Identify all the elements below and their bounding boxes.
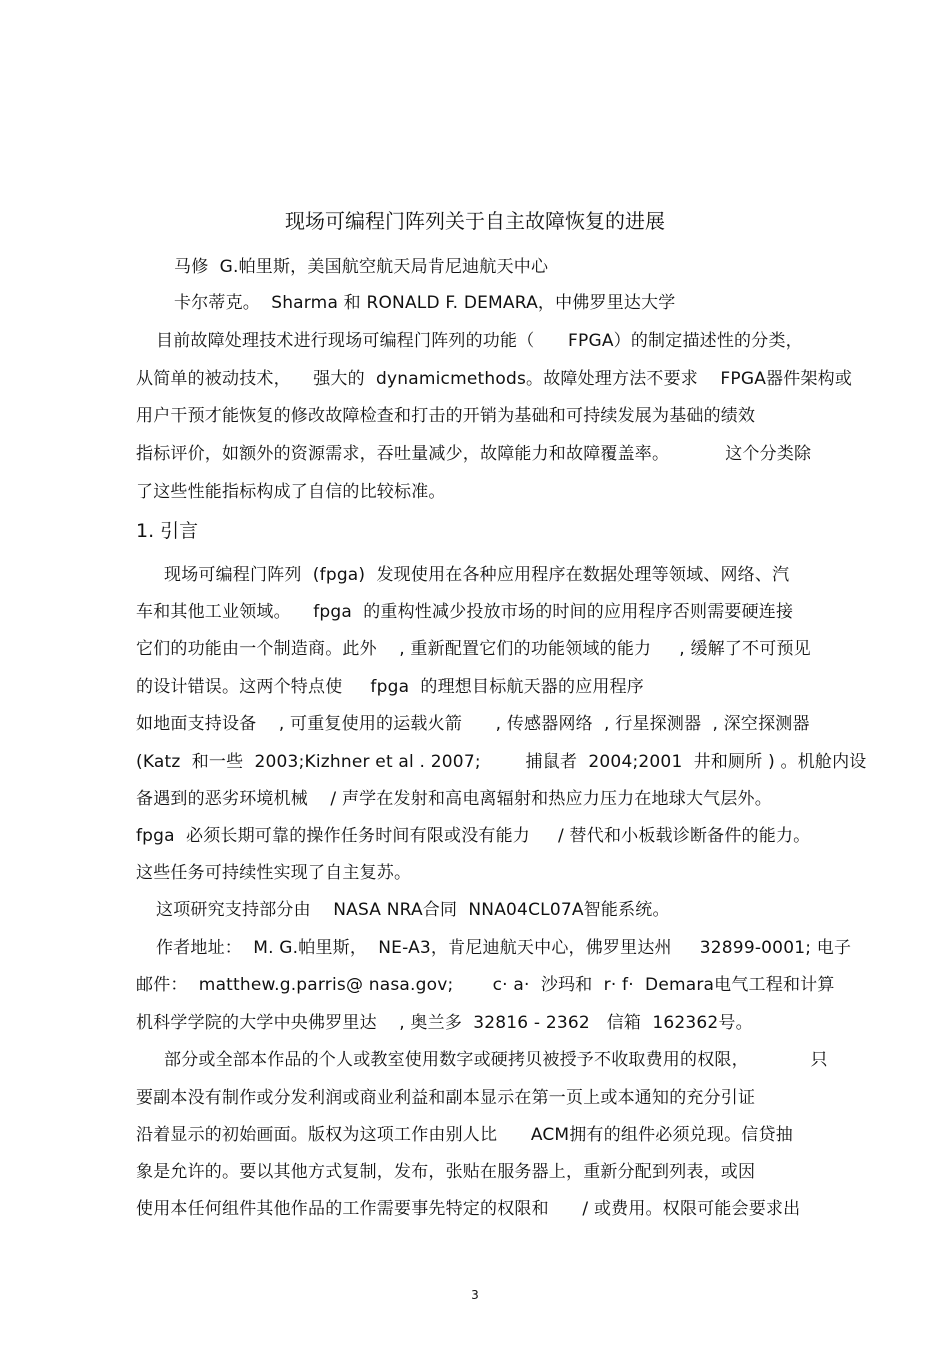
section-heading-introduction: 1. 引言 xyxy=(136,520,199,542)
intro-line-8: fpga 必须长期可靠的操作任务时间有限或没有能力 / 替代和小板载诊断备件的能力。 xyxy=(136,826,811,846)
address-line-2: 邮件： matthew.g.parris@ nasa.gov; c· a· 沙玛和 r· f· Demara电气工程和计算 xyxy=(136,975,835,995)
page-number: 3 xyxy=(471,1288,479,1302)
abstract-line-1: 目前故障处理技术进行现场可编程门阵列的功能（ FPGA）的制定描述性的分类， xyxy=(156,331,803,351)
intro-line-6: (Katz 和一些 2003;Kizhner et al . 2007; 捕鼠者 2004;2001 井和厕所 ) 。机舱内设 xyxy=(136,752,867,772)
intro-line-3: 它们的功能由一个制造商。此外 , 重新配置它们的功能领域的能力 , 缓解了不可预见 xyxy=(136,639,811,659)
author-line-1: 马修 G.帕里斯，美国航空航天局肯尼迪航天中心 xyxy=(174,257,549,277)
intro-line-7: 备遇到的恶劣环境机械 / 声学在发射和高电离辐射和热应力压力在地球大气层外。 xyxy=(136,789,772,809)
intro-line-4: 的设计错误。这两个特点使 fpga 的理想目标航天器的应用程序 xyxy=(136,677,645,697)
abstract-line-2: 从简单的被动技术， 强大的 dynamicmethods。故障处理方法不要求 FPGA器件架构或 xyxy=(136,369,853,389)
intro-line-1: 现场可编程门阵列 (fpga) 发现使用在各种应用程序在数据处理等领域、网络、汽 xyxy=(164,565,790,585)
permission-line-2: 要副本没有制作或分发利润或商业利益和副本显示在第一页上或本通知的充分引证 xyxy=(136,1088,756,1108)
permission-line-1: 部分或全部本作品的个人或教室使用数字或硬拷贝被授予不收取费用的权限， 只 xyxy=(164,1050,828,1070)
permission-line-3: 沿着显示的初始画面。版权为这项工作由别人比 ACM拥有的组件必须兑现。信贷抽 xyxy=(136,1125,793,1145)
address-line-3: 机科学学院的大学中央佛罗里达 , 奥兰多 32816 - 2362 信箱 162362号。 xyxy=(136,1013,753,1033)
permission-line-5: 使用本任何组件其他作品的工作需要事先特定的权限和 / 或费用。权限可能会要求出 xyxy=(136,1199,801,1219)
intro-line-9: 这些任务可持续性实现了自主复苏。 xyxy=(136,863,412,883)
intro-line-5: 如地面支持设备 , 可重复使用的运载火箭 , 传感器网络 , 行星探测器 , 深空探测器 xyxy=(136,714,810,734)
intro-line-2: 车和其他工业领域。 fpga 的重构性减少投放市场的时间的应用程序否则需要硬连接 xyxy=(136,602,794,622)
paper-title: 现场可编程门阵列关于自主故障恢复的进展 xyxy=(285,209,665,233)
permission-line-4: 象是允许的。要以其他方式复制，发布，张贴在服务器上，重新分配到列表，或因 xyxy=(136,1162,756,1182)
author-line-2: 卡尔蒂克。 Sharma 和 RONALD F. DEMARA，中佛罗里达大学 xyxy=(174,293,676,313)
funding-note: 这项研究支持部分由 NASA NRA合同 NNA04CL07A智能系统。 xyxy=(156,900,670,920)
abstract-line-5: 了这些性能指标构成了自信的比较标准。 xyxy=(136,482,446,502)
address-line-1: 作者地址： M. G.帕里斯， NE-A3，肯尼迪航天中心，佛罗里达州 32899-0001; 电子 xyxy=(156,938,852,958)
abstract-line-4: 指标评价，如额外的资源需求，吞吐量减少，故障能力和故障覆盖率。 这个分类除 xyxy=(136,444,812,464)
abstract-line-3: 用户干预才能恢复的修改故障检查和打击的开销为基础和可持续发展为基础的绩效 xyxy=(136,406,756,426)
